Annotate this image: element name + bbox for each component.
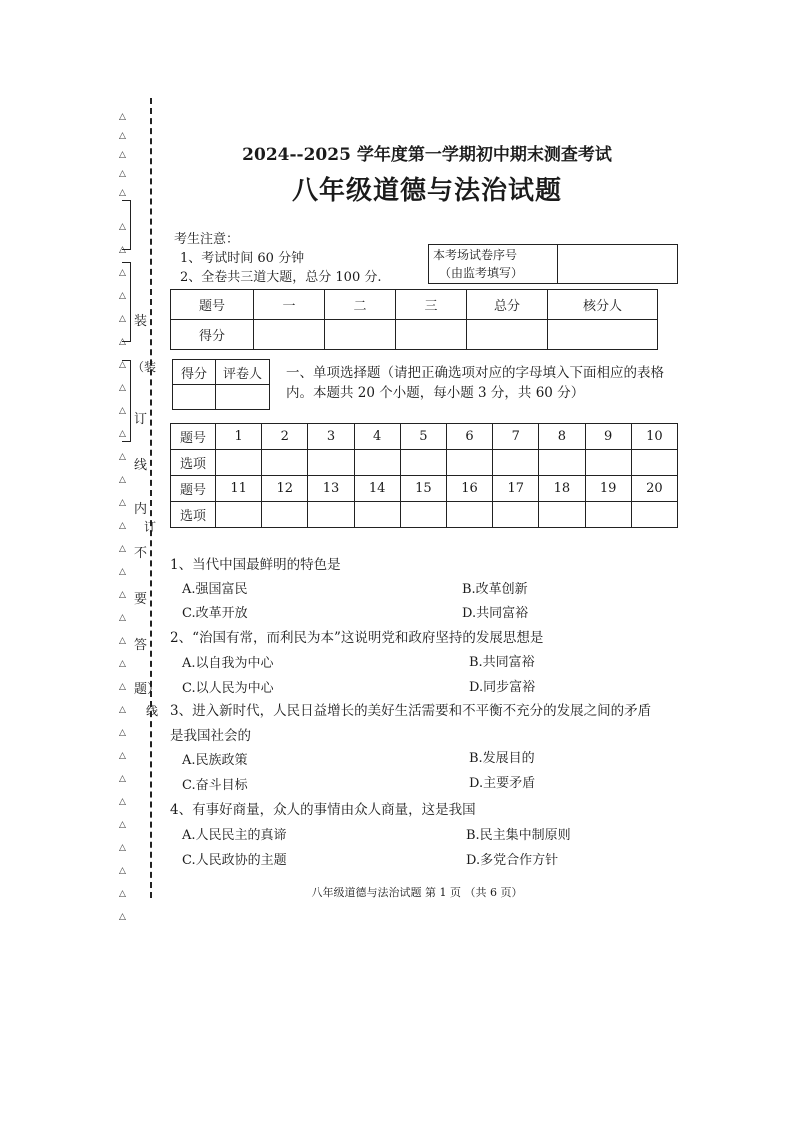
question-stem: 4、有事好商量，众人的事情由众人商量，这是我国 bbox=[170, 802, 476, 818]
score-header: 核分人 bbox=[548, 290, 658, 320]
answer-num: 19 bbox=[585, 476, 631, 502]
binding-triangle-icon: △ bbox=[119, 613, 126, 623]
option-b: B.改革创新 bbox=[462, 582, 528, 597]
binding-char: 答 bbox=[134, 638, 148, 653]
binding-triangle-icon: △ bbox=[119, 521, 126, 531]
answer-cell[interactable] bbox=[216, 502, 262, 528]
answer-cell[interactable] bbox=[262, 502, 308, 528]
answer-num-label: 题号 bbox=[171, 424, 216, 450]
score-summary-table bbox=[170, 289, 658, 350]
binding-triangle-icon: △ bbox=[119, 820, 126, 830]
binding-triangle-icon: △ bbox=[119, 544, 126, 554]
answer-cell[interactable] bbox=[354, 502, 400, 528]
answer-num: 12 bbox=[262, 476, 308, 502]
binding-char: 题） bbox=[134, 682, 161, 697]
serial-number-field[interactable] bbox=[558, 245, 678, 284]
option-a: A.民族政策 bbox=[182, 753, 248, 768]
binding-triangle-icon: △ bbox=[119, 475, 126, 485]
binding-triangle-icon: △ bbox=[119, 169, 126, 179]
option-c: C.人民政协的主题 bbox=[182, 853, 287, 868]
answer-num: 7 bbox=[493, 424, 539, 450]
binding-char: 订 bbox=[134, 412, 148, 427]
binding-triangle-icon: △ bbox=[119, 112, 126, 122]
answer-opt-label: 选项 bbox=[171, 450, 216, 476]
answer-cell[interactable] bbox=[354, 450, 400, 476]
option-d: D.同步富裕 bbox=[469, 680, 536, 695]
score-header: 题号 bbox=[171, 290, 254, 320]
binding-triangle-icon: △ bbox=[119, 452, 126, 462]
answer-cell[interactable] bbox=[400, 450, 446, 476]
answer-num: 3 bbox=[308, 424, 354, 450]
answer-num: 1 bbox=[216, 424, 262, 450]
answer-num: 15 bbox=[400, 476, 446, 502]
binding-triangle-icon: △ bbox=[119, 360, 126, 370]
answer-num: 2 bbox=[262, 424, 308, 450]
answer-cell[interactable] bbox=[446, 502, 492, 528]
question-stem: 2、“治国有常，而利民为本”这说明党和政府坚持的发展思想是 bbox=[170, 630, 544, 646]
binding-char: （装 bbox=[132, 360, 157, 374]
answer-cell[interactable] bbox=[631, 450, 677, 476]
answer-num: 9 bbox=[585, 424, 631, 450]
option-d: D.主要矛盾 bbox=[469, 776, 536, 791]
option-d: D.多党合作方针 bbox=[466, 853, 559, 868]
binding-bracket-1 bbox=[122, 200, 131, 250]
score-cell[interactable] bbox=[548, 320, 658, 350]
score-header: 一 bbox=[254, 290, 325, 320]
serial-number-box bbox=[428, 244, 678, 284]
score-header: 三 bbox=[396, 290, 467, 320]
section1-heading-line1: 一、单项选择题（请把正确选项对应的字母填入下面相应的表格 bbox=[286, 365, 664, 381]
binding-triangle-icon: △ bbox=[119, 245, 126, 255]
notice-item: 1、考试时间 60 分钟 bbox=[180, 251, 305, 266]
question-stem-continued: 是我国社会的 bbox=[170, 728, 251, 744]
subject-title: 八年级道德与法治试题 bbox=[291, 176, 562, 206]
binding-triangle-icon: △ bbox=[119, 705, 126, 715]
binding-char: 要 bbox=[134, 592, 148, 607]
section1-heading-line2: 内。本题共 20 个小题，每小题 3 分，共 60 分） bbox=[286, 385, 585, 401]
answer-num: 6 bbox=[446, 424, 492, 450]
answer-cell[interactable] bbox=[400, 502, 446, 528]
answer-cell[interactable] bbox=[493, 502, 539, 528]
answer-cell[interactable] bbox=[539, 450, 585, 476]
exam-title-line: 2024--2025 学年度第一学期初中期末测查考试 bbox=[242, 145, 612, 165]
option-a: A.强国富民 bbox=[182, 582, 248, 597]
serial-label-line2: （由监考填写） bbox=[439, 266, 524, 280]
binding-triangle-icon: △ bbox=[119, 291, 126, 301]
option-b: B.发展目的 bbox=[469, 751, 535, 766]
binding-triangle-icon: △ bbox=[119, 188, 126, 198]
answer-cell[interactable] bbox=[585, 450, 631, 476]
option-c: C.改革开放 bbox=[182, 606, 248, 621]
binding-triangle-icon: △ bbox=[119, 889, 126, 899]
answer-num-label: 题号 bbox=[171, 476, 216, 502]
option-c: C.以人民为中心 bbox=[182, 681, 274, 696]
binding-triangle-icon: △ bbox=[119, 498, 126, 508]
binding-triangle-icon: △ bbox=[119, 383, 126, 393]
answer-cell[interactable] bbox=[262, 450, 308, 476]
binding-triangle-icon: △ bbox=[119, 590, 126, 600]
score-cell[interactable] bbox=[254, 320, 325, 350]
score-cell[interactable] bbox=[396, 320, 467, 350]
answer-num: 4 bbox=[354, 424, 400, 450]
answer-num: 17 bbox=[493, 476, 539, 502]
option-a: A.人民民主的真谛 bbox=[182, 828, 287, 843]
serial-number-label bbox=[429, 245, 558, 284]
binding-char: 线 bbox=[146, 704, 159, 718]
grader-name-label: 评卷人 bbox=[216, 360, 270, 385]
binding-triangle-icon: △ bbox=[119, 150, 126, 160]
answer-cell[interactable] bbox=[493, 450, 539, 476]
binding-char: 线 bbox=[134, 458, 148, 473]
answer-num: 5 bbox=[400, 424, 446, 450]
answer-num: 11 bbox=[216, 476, 262, 502]
score-cell[interactable] bbox=[467, 320, 548, 350]
grader-score-label: 得分 bbox=[173, 360, 216, 385]
binding-triangle-icon: △ bbox=[119, 797, 126, 807]
binding-char: 装 bbox=[134, 314, 148, 329]
answer-num: 16 bbox=[446, 476, 492, 502]
binding-triangle-icon: △ bbox=[119, 429, 126, 439]
score-header: 总分 bbox=[467, 290, 548, 320]
score-row-label: 得分 bbox=[171, 320, 254, 350]
score-cell[interactable] bbox=[325, 320, 396, 350]
notice-heading: 考生注意： bbox=[174, 232, 240, 247]
answer-num: 18 bbox=[539, 476, 585, 502]
answer-cell[interactable] bbox=[308, 450, 354, 476]
binding-triangle-icon: △ bbox=[119, 866, 126, 876]
notice-item: 2、全卷共三道大题，总分 100 分. bbox=[180, 270, 382, 285]
serial-label-line1: 本考场试卷序号 bbox=[433, 248, 518, 262]
binding-triangle-icon: △ bbox=[119, 659, 126, 669]
option-a: A.以自我为中心 bbox=[182, 656, 274, 671]
option-b: B.民主集中制原则 bbox=[466, 828, 571, 843]
binding-triangle-icon: △ bbox=[119, 636, 126, 646]
answer-cell[interactable] bbox=[446, 450, 492, 476]
binding-triangle-icon: △ bbox=[119, 774, 126, 784]
answer-table bbox=[170, 423, 678, 528]
binding-triangle-icon: △ bbox=[119, 843, 126, 853]
page-footer: 八年级道德与法治试题 第 1 页 （共 6 页） bbox=[311, 886, 523, 899]
binding-triangle-icon: △ bbox=[119, 751, 126, 761]
answer-cell[interactable] bbox=[631, 502, 677, 528]
binding-char: 内 bbox=[134, 502, 148, 517]
question-stem: 1、当代中国最鲜明的特色是 bbox=[170, 557, 341, 573]
answer-cell[interactable] bbox=[216, 450, 262, 476]
answer-num: 8 bbox=[539, 424, 585, 450]
answer-cell[interactable] bbox=[585, 502, 631, 528]
option-c: C.奋斗目标 bbox=[182, 778, 248, 793]
binding-triangle-icon: △ bbox=[119, 337, 126, 347]
grader-box bbox=[172, 359, 270, 410]
question-stem: 3、进入新时代，人民日益增长的美好生活需要和不平衡不充分的发展之间的矛盾 bbox=[170, 703, 652, 719]
binding-triangle-icon: △ bbox=[119, 728, 126, 738]
binding-triangle-icon: △ bbox=[119, 682, 126, 692]
binding-char: 订 bbox=[144, 520, 157, 534]
option-d: D.共同富裕 bbox=[462, 606, 529, 621]
answer-opt-label: 选项 bbox=[171, 502, 216, 528]
score-header: 二 bbox=[325, 290, 396, 320]
binding-bracket-3 bbox=[122, 360, 131, 442]
binding-triangle-icon: △ bbox=[119, 912, 126, 922]
answer-cell[interactable] bbox=[539, 502, 585, 528]
binding-triangle-icon: △ bbox=[119, 222, 126, 232]
binding-triangle-icon: △ bbox=[119, 268, 126, 278]
binding-triangle-icon: △ bbox=[119, 406, 126, 416]
binding-triangle-icon: △ bbox=[119, 131, 126, 141]
binding-triangle-icon: △ bbox=[119, 567, 126, 577]
answer-num: 13 bbox=[308, 476, 354, 502]
answer-num: 20 bbox=[631, 476, 677, 502]
answer-num: 10 bbox=[631, 424, 677, 450]
binding-dashed-line bbox=[150, 98, 152, 898]
binding-char: 不 bbox=[134, 546, 148, 561]
binding-bracket-2 bbox=[122, 262, 131, 342]
answer-num: 14 bbox=[354, 476, 400, 502]
answer-cell[interactable] bbox=[308, 502, 354, 528]
option-b: B.共同富裕 bbox=[469, 655, 535, 670]
grader-score-cell[interactable] bbox=[173, 385, 216, 410]
grader-name-cell[interactable] bbox=[216, 385, 270, 410]
binding-triangle-icon: △ bbox=[119, 314, 126, 324]
